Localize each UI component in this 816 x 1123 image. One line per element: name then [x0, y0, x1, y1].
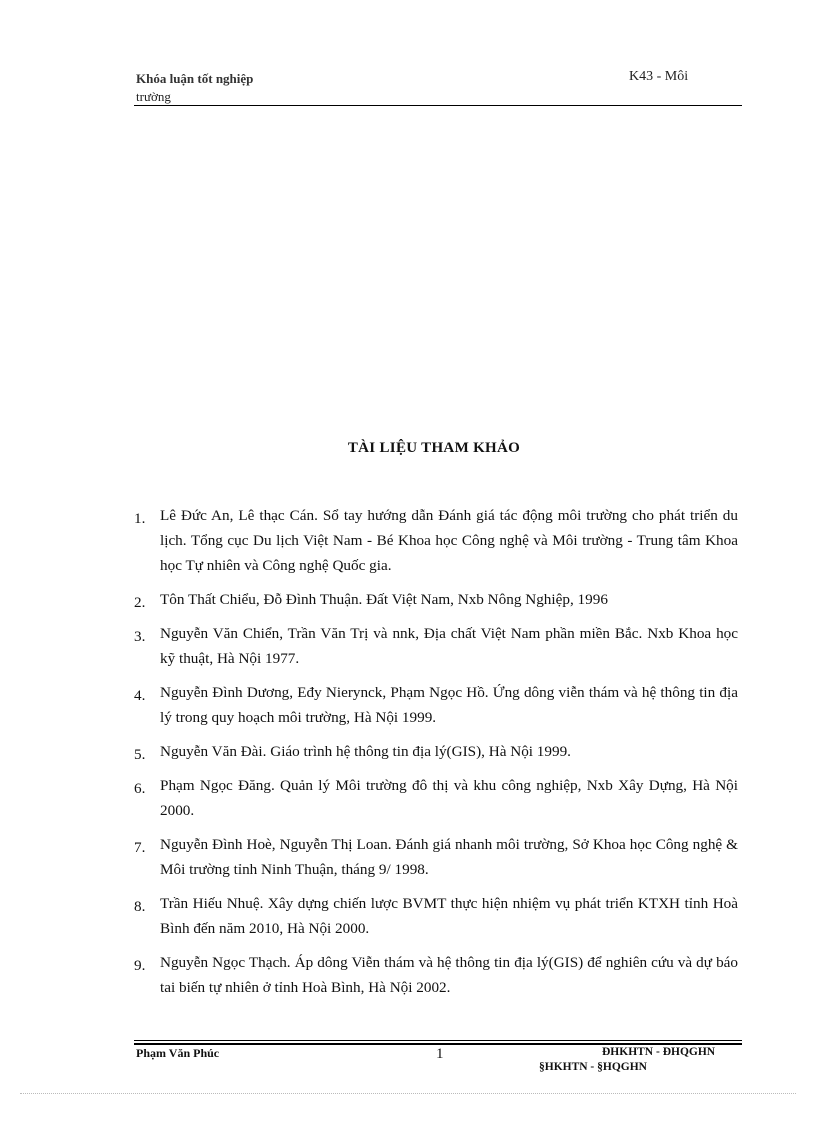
reference-number: 6.	[134, 780, 146, 797]
reference-number: 7.	[134, 839, 146, 856]
header-thesis-label-cont: trường	[136, 89, 171, 104]
reference-text: Tôn Thất Chiểu, Đỗ Đình Thuận. Đất Việt Nam, Nxb Nông Nghiệp, 1996	[160, 591, 608, 608]
reference-text: Nguyễn Ngọc Thạch. Áp dông Viễn thám và hệ thông tin địa lý(GIS) để nghiên cứu và dự báo tai biến tự nhiên ở tỉnh Hoà Bình, Hà Nội 2002.	[160, 954, 738, 996]
reference-item	[134, 739, 738, 764]
reference-item	[134, 587, 738, 612]
reference-number: 3.	[134, 628, 146, 645]
reference-item	[134, 621, 738, 671]
reference-number: 4.	[134, 687, 146, 704]
footer-author: Phạm Văn Phúc	[136, 1046, 220, 1060]
reference-item	[134, 832, 738, 882]
reference-text: Nguyễn Văn Chiển, Trần Văn Trị và nnk, Địa chất Việt Nam phần miền Bắc. Nxb Khoa học kỹ thuật, Hà Nội 1977.	[160, 625, 738, 667]
reference-item	[134, 950, 738, 1000]
reference-text: Trần Hiếu Nhuệ. Xây dựng chiến lược BVMT thực hiện nhiệm vụ phát triển KTXH tỉnh Hoà Bình đến năm 2010, Hà Nội 2000.	[160, 895, 738, 937]
reference-text: Nguyễn Đình Dương, Eđy Nierynck, Phạm Ngọc Hồ. Ứng dông viễn thám và hệ thông tin địa lý trong quy hoạch môi trường, Hà Nội 1999.	[160, 684, 738, 726]
header-divider	[134, 105, 742, 106]
reference-number: 9.	[134, 957, 146, 974]
reference-number: 8.	[134, 898, 146, 915]
page-title: TÀI LIỆU THAM KHẢO	[347, 440, 521, 456]
reference-text: Phạm Ngọc Đăng. Quản lý Môi trường đô thị và khu công nghiệp, Nxb Xây Dựng, Hà Nội 2000.	[160, 777, 738, 819]
footer-organization-encoded: §HKHTN - §HQGHN	[539, 1061, 647, 1073]
footer-organization: ĐHKHTN - ĐHQGHN	[602, 1046, 716, 1058]
footer-divider-thin	[134, 1040, 742, 1041]
footer-divider-thick	[134, 1043, 742, 1045]
reference-item	[134, 680, 738, 730]
reference-item	[134, 891, 738, 941]
reference-text: Nguyễn Văn Đài. Giáo trình hệ thông tin địa lý(GIS), Hà Nội 1999.	[160, 743, 571, 760]
reference-number: 2.	[134, 594, 146, 611]
reference-number: 5.	[134, 746, 146, 763]
reference-item	[134, 503, 738, 578]
reference-number: 1.	[134, 510, 146, 527]
reference-list	[134, 503, 738, 1009]
header-class-label: K43 - Môi	[629, 69, 689, 84]
reference-text: Lê Đức An, Lê thạc Cán. Sổ tay hướng dẫn Đánh giá tác động môi trường cho phát triển du lịch. Tổng cục Du lịch Việt Nam - Bé Khoa học Công nghệ và Môi trường - Trung tâm Khoa học Tự nhiên và Công nghệ Quốc gia.	[160, 507, 738, 574]
reference-text: Nguyễn Đình Hoè, Nguyễn Thị Loan. Đánh giá nhanh môi trường, Sở Khoa học Công nghệ & Môi trường tỉnh Ninh Thuận, tháng 9/ 1998.	[160, 836, 738, 878]
page-number: 1	[436, 1046, 444, 1062]
reference-item	[134, 773, 738, 823]
page-bottom-dotted-line	[20, 1093, 796, 1094]
header-thesis-label: Khóa luận tốt nghiệp	[136, 71, 254, 86]
